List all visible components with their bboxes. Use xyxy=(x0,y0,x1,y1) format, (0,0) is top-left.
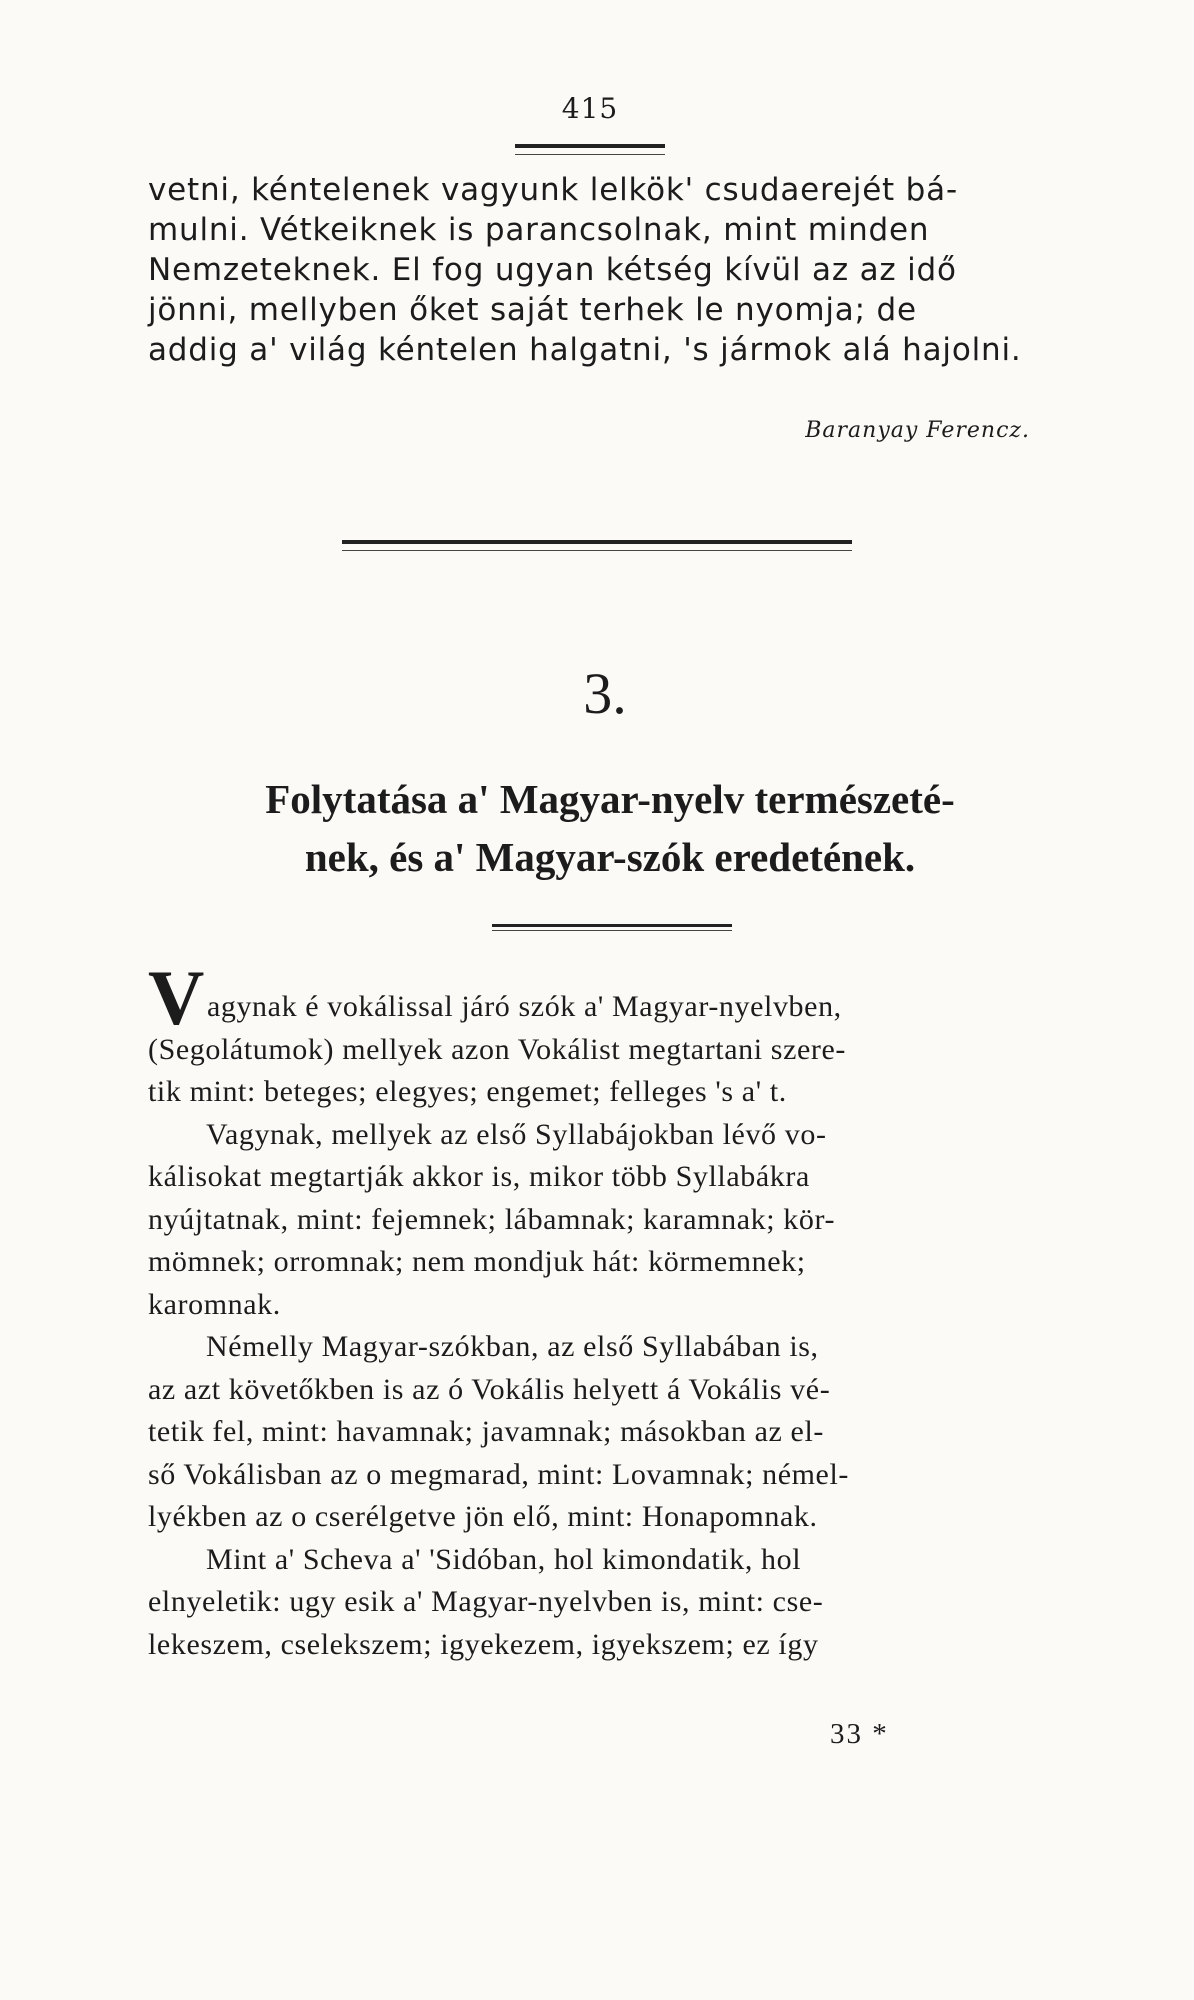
signature-mark: 33 * xyxy=(830,1718,889,1750)
text-line: ső Vokálisban az o megmarad, mint: Lovamnak; némel- xyxy=(148,1457,849,1491)
text-line: lyékben az o cserélgetve jön elő, mint: Honapomnak. xyxy=(148,1500,818,1533)
text-line: lekeszem, cselekszem; igyekezem, igyekszem; ez így xyxy=(148,1627,819,1661)
header-rule xyxy=(515,144,665,155)
first-line xyxy=(148,954,1036,1041)
section-divider-rule xyxy=(342,540,852,551)
page-number: 415 xyxy=(561,92,619,125)
text-line: nyújtatnak, mint: fejemnek; lábamnak; karamnak; kör- xyxy=(148,1202,836,1236)
text-line: mömnek; orromnak; nem mondjuk hát: körmemnek; xyxy=(148,1245,806,1278)
text-line: kálisokat megtartják akkor is, mikor több Syllabákra xyxy=(148,1160,810,1193)
text-line: addig a' világ kéntelen halgatni, 's jármok alá hajolni. xyxy=(148,332,1022,368)
text-line: (Segolátumok) mellyek azon Vokálist megtartani szere- xyxy=(148,1032,846,1066)
text-line: tetik fel, mint: havamnak; javamnak; másokban az el- xyxy=(148,1415,824,1448)
text-line: mulni. Vétkeiknek is parancsolnak, mint minden xyxy=(148,212,930,248)
drop-cap: V xyxy=(148,954,205,1041)
text-line: vetni, kéntelenek vagyunk lelkök' csudaerejét bá- xyxy=(148,172,958,208)
previous-article-ending xyxy=(148,170,1036,370)
text-line: Mint a' Scheva a' 'Sidóban, hol kimondatik, hol xyxy=(206,1542,802,1576)
section-number: 3. xyxy=(583,661,627,726)
section-title-line: nek, és a' Magyar-szók eredetének. xyxy=(304,834,916,880)
text-line: elnyeletik: ugy esik a' Magyar-nyelvben is, mint: cse- xyxy=(148,1585,824,1618)
text-line: Némelly Magyar-szókban, az első Syllabában is, xyxy=(206,1330,819,1363)
text-line: jönni, mellyben őket saját terhek le nyomja; de xyxy=(148,292,917,328)
text-line: karomnak. xyxy=(148,1287,281,1321)
text-line: az azt követőkben is az ó Vokális helyett á Vokális vé- xyxy=(148,1372,831,1406)
section-title-line: Folytatása a' Magyar-nyelv természeté- xyxy=(265,776,955,822)
first-line-text: agynak é vokálissal járó szók a' Magyar-nyelvben, xyxy=(206,990,842,1023)
body-lines xyxy=(148,1029,1036,1667)
text-line: Nemzeteknek. El fog ugyan kétség kívül az az idő xyxy=(148,252,957,288)
section-title xyxy=(150,770,1070,886)
text-line: Vagynak, mellyek az első Syllabájokban lévő vo- xyxy=(206,1117,827,1151)
text-line: tik mint: beteges; elegyes; engemet; felleges 's a' t. xyxy=(148,1075,787,1108)
title-underline-rule xyxy=(492,924,732,931)
author-signature: Baranyay Ferencz. xyxy=(805,418,1030,443)
article-body xyxy=(148,954,1036,1666)
